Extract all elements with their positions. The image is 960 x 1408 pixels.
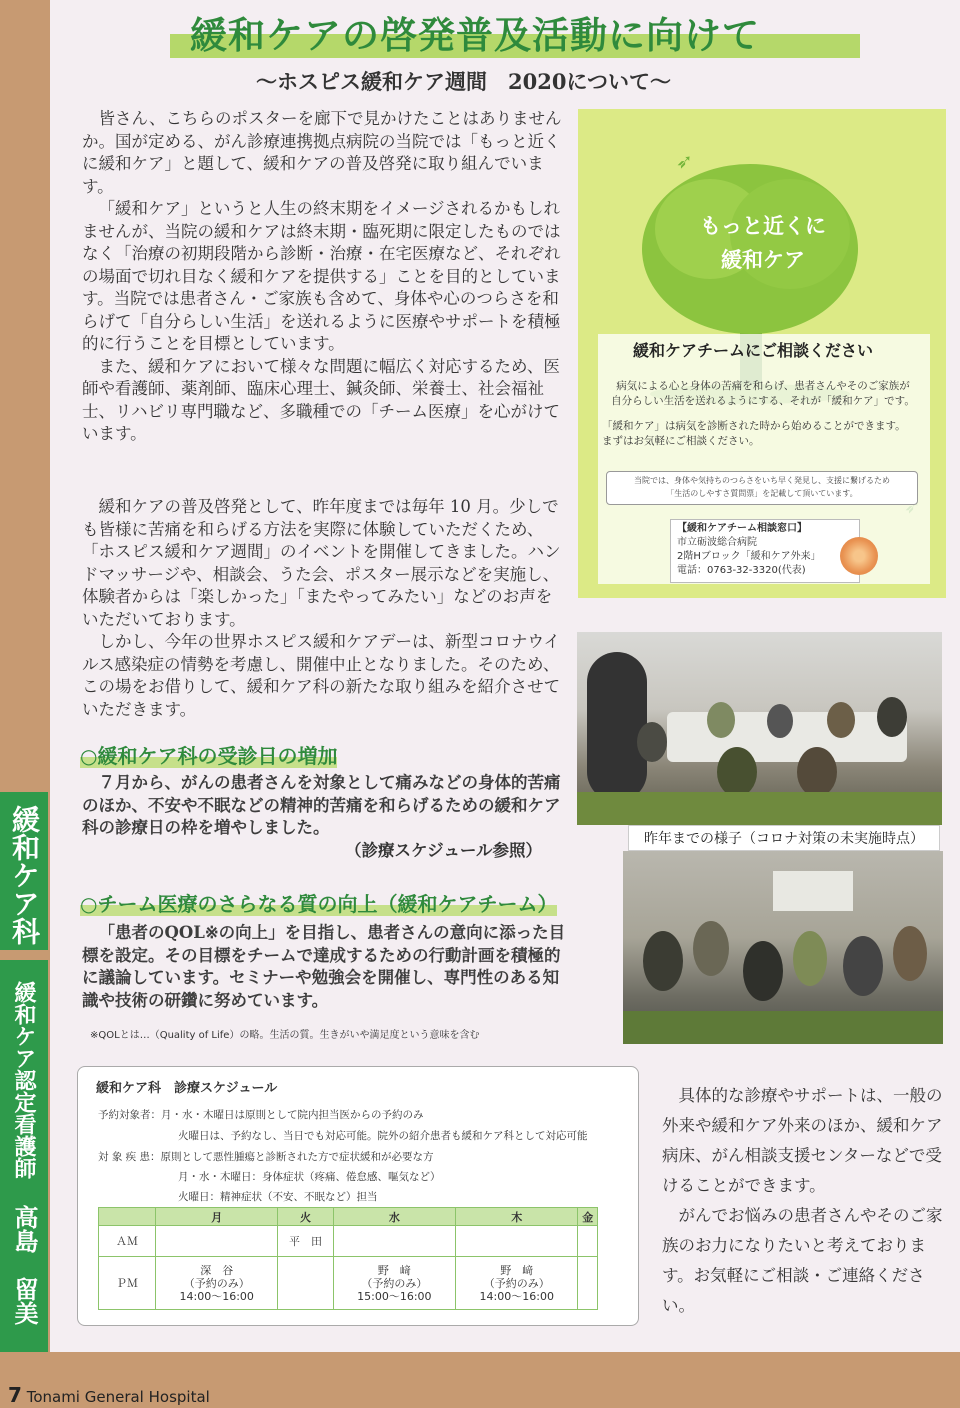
schedule-rule: 月・水・木曜日：身体症状（疼痛、倦怠感、嘔気など） [178, 1171, 441, 1183]
campaign-poster [578, 109, 946, 598]
intro-text [82, 108, 562, 446]
flower-icon [840, 537, 878, 575]
am-cell [156, 1226, 278, 1257]
poster-slogan: もっと近くに 緩和ケア [700, 214, 826, 272]
schedule-rule: 火曜日：精神症状（不安、不眠など）担当 [178, 1191, 378, 1203]
day-header: 火 [278, 1208, 333, 1226]
qol-footnote: ※QOLとは…（Quality of Life）の略。生活の質。生きがいや満足度という意味を含む [90, 1030, 480, 1041]
poster-contact: 【緩和ケアチーム相談窓口】 市立砺波総合病院 2階Hブロック「緩和ケア外来」 電話：0763-32-3320(代表) [670, 519, 860, 583]
team-care-text: 「患者のQOL※の向上」を目指し、患者さんの意向に添った目標を設定。その目標をチームで達成するための行動計画を積極的に議論しています。セミナーや勉強会を開催し、専門性のある知識や技術の研鑽に努めています。 [82, 923, 566, 1010]
event-photo-2 [623, 851, 943, 1044]
am-label: ＡＭ [99, 1226, 156, 1257]
poster-note-box: 当院では、身体や気持ちのつらさをいち早く発見し、支援に繋げるため 「生活のしやすさ質問票」を記載して頂いています。 [606, 471, 918, 505]
day-header: 水 [333, 1208, 455, 1226]
pm-label: ＰＭ [99, 1257, 156, 1310]
author-name: 高島 留美 [10, 1205, 39, 1325]
clinic-schedule [77, 1066, 639, 1326]
photo-caption: 昨年までの様子（コロナ対策の未実施時点） [628, 825, 940, 851]
am-cell [333, 1226, 455, 1257]
day-header: 木 [456, 1208, 578, 1226]
am-cell [578, 1226, 598, 1257]
visit-days-text: ７月から、がんの患者さんを対象として痛みなどの身体的苦痛のほか、不安や不眠などの精神的苦痛を和らげるための緩和ケア科の診療日の枠を増やしました。 （診療スケジュール参照） [82, 772, 562, 862]
author-title: 緩和ケア認定看護師 [11, 981, 37, 1179]
bird-icon: ➶ [676, 149, 693, 173]
schedule-rule: 火曜日は、予約なし、当日でも対応可能。院外の紹介患者も緩和ケア科として対応可能 [178, 1130, 588, 1142]
section-heading-visit-days: ○緩和ケア科の受診日の増加 [80, 744, 338, 768]
day-header: 金 [578, 1208, 598, 1226]
intro-paragraph: 皆さん、こちらのポスターを廊下で見かけたことはありませんか。国が定める、がん診療連携拠点病院の当院では「もっと近くに緩和ケア」と題して、緩和ケアの普及啓発に取り組んでいます。 [82, 109, 562, 196]
pm-cell [278, 1257, 333, 1310]
events-paragraph: 緩和ケアの普及啓発として、昨年度までは毎年 10 月。少しでも皆様に苦痛を和らげる方法を実際に体験していただくため、「ホスピス緩和ケア週間」のイベントを開催してきました。ハンドマッサージや、相談会、うた会、ポスター展示などを実施し、体験者からは「楽しかった」「またやってみたい」などのお声をいただいております。 [82, 497, 561, 629]
poster-text: 「緩和ケア」は病気を診断された時から始めることができます。 まずはお気軽にご相談ください。 [602, 420, 906, 447]
poster-consult-heading: 緩和ケアチームにご相談ください [633, 341, 874, 360]
am-cell: 平 田 [278, 1226, 333, 1257]
schedule-rule: 対 象 疾 患：原則として悪性腫瘍と診断された方で症状緩和が必要な方 [98, 1151, 434, 1163]
day-header: 月 [156, 1208, 278, 1226]
pm-cell: 深 谷 （予約のみ） 14:00～16:00 [156, 1257, 278, 1310]
events-paragraph: しかし、今年の世界ホスピス緩和ケアデーは、新型コロナウイルス感染症の情勢を考慮し、開催中止となりました。そのため、この場をお借りして、緩和ケア科の新たな取り組みを紹介させていただきます。 [82, 632, 561, 719]
poster-text: 病気による心と身体の苦痛を和らげ、患者さんやそのご家族が 自分らしい生活を送れるようにする、それが「緩和ケア」です。 [611, 380, 915, 407]
pm-cell [578, 1257, 598, 1310]
intro-paragraph: 「緩和ケア」というと人生の終末期をイメージされるかもしれませんが、当院の緩和ケアは終末期・臨死期に限定したものではなく「治療の初期段階から診断・治療・在宅医療など、それぞれの場面で切れ目なく緩和ケアを提供する」ことを目的としています。当院では患者さん・ご家族も含めて、身体や心のつらさを和らげて「自分らしい生活」を送れるように医療やサポートを積極的に行うことを目標としています。 [82, 199, 561, 353]
page-footer [8, 1383, 210, 1407]
hospital-name: Tonami General Hospital [26, 1388, 210, 1406]
section-heading-team-care: ○チーム医療のさらなる質の向上（緩和ケアチーム） [80, 892, 558, 916]
page-title: 緩和ケアの啓発普及活動に向けて [190, 13, 760, 57]
event-photo-1 [577, 632, 942, 825]
closing-text: 具体的な診療やサポートは、一般の外来や緩和ケア外来のほか、緩和ケア病床、がん相談支援センターなどで受けることができます。 がんでお悩みの患者さんやそのご家族のお力になりたいと考えております。お気軽にご相談・ご連絡ください。 [662, 1086, 943, 1315]
schedule-reference: （診療スケジュール参照） [344, 840, 542, 860]
pm-cell: 野 﨑 （予約のみ） 14:00～16:00 [456, 1257, 578, 1310]
page-number: 7 [8, 1383, 22, 1407]
intro-paragraph: また、緩和ケアにおいて様々な問題に幅広く対応するため、医師や看護師、薬剤師、臨床心理士、鍼灸師、栄養士、社会福祉士、リハビリ専門職など、多職種での「チーム医療」を心がけています。 [82, 356, 561, 443]
pm-cell: 野 﨑 （予約のみ） 15:00～16:00 [333, 1257, 455, 1310]
department-label: 緩和ケア科 [8, 805, 41, 945]
page-subtitle: ～ホスピス緩和ケア週間 2020について～ [256, 69, 672, 94]
schedule-rule: 予約対象者：月・水・木曜日は原則として院内担当医からの予約のみ [98, 1109, 424, 1121]
schedule-title: 緩和ケア科 診療スケジュール [96, 1081, 278, 1096]
schedule-table [98, 1207, 598, 1310]
am-cell [456, 1226, 578, 1257]
events-text [82, 496, 562, 721]
